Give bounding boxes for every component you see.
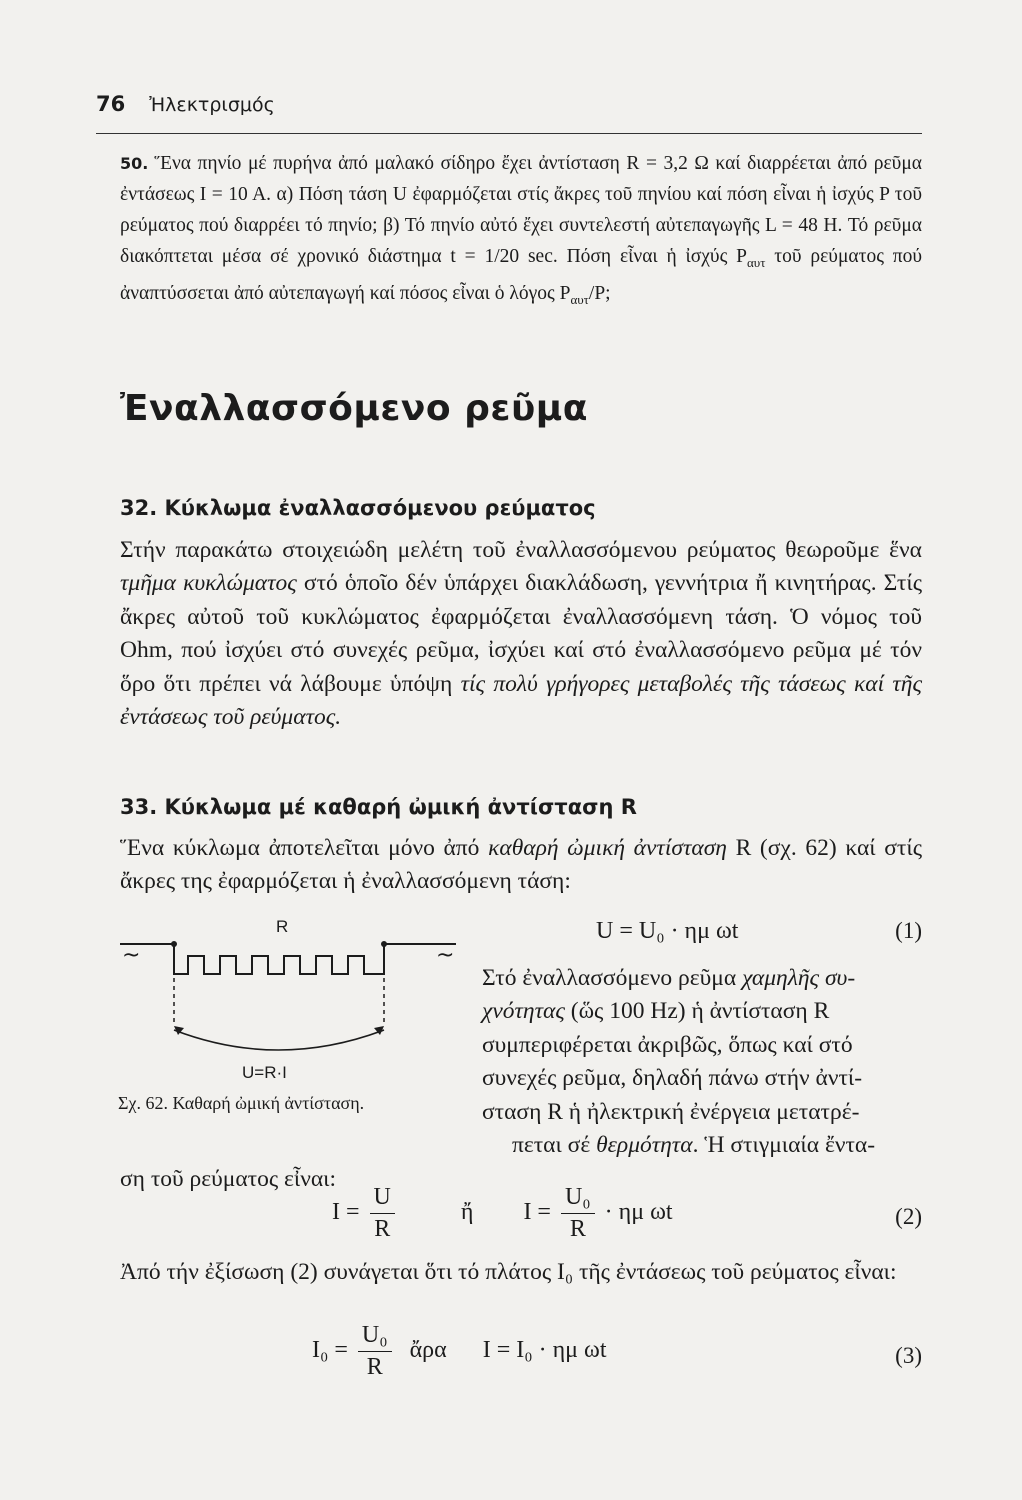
running-title: Ἠλεκτρισμός [149, 94, 275, 116]
eq3-denominator: R [366, 1354, 383, 1380]
para-33-emphasis: καθαρή ὠμική ἀντίσταση [488, 835, 727, 861]
equation-1-number: (1) [895, 918, 922, 943]
problem-text-end-2: /P; [588, 282, 611, 304]
para-33-text-end: R (σχ. 62) καί στίς ἄκρες της ἐφαρμόζεται ἡ ἐναλλασσόμενη τάση: [120, 835, 922, 895]
problem-subscript-2: αυτ [570, 291, 589, 307]
running-head [96, 92, 275, 116]
paragraph-33-intro [120, 832, 922, 899]
problem-text: Ἕνα πηνίο μέ πυρήνα ἀπό μαλακό σίδηρο ἔχει ἀντίσταση R = 3,2 Ω καί διαρρέεται ἀπό ρεῦμα ἐντάσεως I = 10 A. α) Πόση τάση U ἐφαρμόζεται στίς ἄκρες τοῦ πηνίου καί πόση εἶναι ἡ ἰσχύς P τοῦ ρεύματος πού διαρρέει τό πηνίο; β) Τό πηνίο αὐτό ἔχει συντελεστή αὐτεπαγωγῆς L = 48 H. Τό ρεῦμα διακόπτεται μέσα σέ χρονικό διάστημα t = 1/20 sec. Πόση εἶναι ἡ ἰσχύς P [120, 153, 922, 267]
voltage-arc [174, 1030, 384, 1050]
wrap-line-4: συνεχές ρεῦμα, δηλαδή πάνω στήν ἀντί- [482, 1065, 863, 1092]
wrap-line-1 [482, 962, 922, 995]
equation-2 [332, 1184, 673, 1243]
para-32-emphasis-2: τίς πολύ γρήγορες μεταβολές τῆς τάσεως καί τῆς ἐντάσεως τοῦ ρεύματος. [120, 670, 922, 731]
wrap-line-7: ση τοῦ ρεύματος εἶναι: [120, 1166, 337, 1192]
resistor-zigzag [174, 944, 384, 974]
eq2-numerator-2: U₀ [561, 1184, 595, 1214]
terminal-right [381, 941, 387, 947]
section-title: Ἐναλλασσόμενο ρεῦμα [120, 388, 589, 429]
source-right-symbol: ~ [436, 943, 455, 968]
equation-3 [312, 1322, 607, 1381]
resistor-label: R [276, 918, 289, 936]
eq2-tail: · ημ ωt [604, 1199, 673, 1226]
source-left-symbol: ~ [122, 943, 141, 968]
eq2-lhs-2: I = [523, 1199, 551, 1226]
circuit-diagram [118, 918, 458, 1088]
wrap-emphasis-1b: χαμηλῆς συ- [742, 965, 856, 991]
heading-33: 33. Κύκλωμα μέ καθαρή ὠμική ἀντίσταση R [120, 795, 637, 819]
wrap-text-6c: . Ἡ στιγμιαία ἔντα- [692, 1132, 876, 1159]
eq3-rhs: I = I₀ · ημ ωt [482, 1337, 607, 1364]
wrap-emphasis-2a: χνότητας [482, 998, 565, 1025]
problem-number: 50. [120, 154, 149, 173]
wrap-emphasis-6b: θερμότητα [596, 1132, 693, 1159]
equation-1: U = U₀ · ημ ωt [596, 918, 739, 944]
eq2-lhs: I = [332, 1199, 360, 1226]
problem-subscript: αυτ [746, 254, 766, 270]
eq2-numerator-1: U [370, 1184, 395, 1214]
equation-2-number: (2) [895, 1204, 922, 1229]
voltage-label: U=R·I [242, 1063, 287, 1082]
page-number: 76 [96, 92, 126, 116]
para-32-text-1: Στήν παρακάτω στοιχειώδη μελέτη τοῦ ἐναλλασσόμενου ρεύματος θεωροῦμε ἕνα [120, 537, 922, 563]
header-rule [96, 133, 922, 134]
wrap-line-5: σταση R ἡ ἠλεκτρική ἐνέργεια μετατρέ- [482, 1098, 860, 1125]
paragraph-32 [120, 534, 922, 734]
eq3-numerator: U₀ [358, 1322, 392, 1352]
wrap-line-3: συμπεριφέρεται ἀκριβῶς, ὅπως καί στό [482, 1031, 853, 1058]
figure-caption: Σχ. 62. Καθαρή ὠμική ἀντίσταση. [118, 1093, 365, 1113]
wrap-text-1a: Στό ἐναλλασσόμενο ρεῦμα [482, 965, 743, 991]
para-33-text-1: Ἕνα κύκλωμα ἀποτελεῖται μόνο ἀπό [120, 835, 489, 861]
figure-62 [118, 918, 458, 1088]
para-32-text-2: στό ὁποῖο δέν ὑπάρχει διακλάδωση, γεννήτρια ἤ κινητήρας. Στίς ἄκρες αὐτοῦ τοῦ κυκλώματος ἐφαρμόζεται ἐναλλασσόμενη τάση. Ὁ νόμος τοῦ Ohm, πού ἰσχύει στό συνεχές ρεῦμα, ἰσχύει καί στό ἐναλλασσόμενο ρεῦμα μέ τόν ὅρο ὅτι πρέπει νά λάβουμε ὑπόψη [120, 570, 923, 697]
eq3-mid: ἄρα [409, 1337, 447, 1364]
eq2-denominator-2: R [569, 1216, 586, 1242]
problem-text-end: τοῦ ρεύματος πού ἀναπτύσσεται ἀπό αὐτεπαγωγή καί πόσος εἶναι ὁ λόγος P [120, 246, 923, 304]
eq2-denominator-1: R [374, 1216, 391, 1242]
problem-50 [120, 148, 922, 315]
para-32-emphasis-1: τμῆμα κυκλώματος [120, 570, 297, 597]
eq3-fraction [358, 1322, 392, 1381]
terminal-left [171, 941, 177, 947]
eq2-fraction-2 [561, 1184, 595, 1243]
wrap-line-6 [482, 1129, 922, 1162]
wrap-line-2 [482, 995, 922, 1028]
paragraph-33-amplitude: Ἀπό τήν ἐξίσωση (2) συνάγεται ὅτι τό πλάτος I₀ τῆς ἐντάσεως τοῦ ρεύματος εἶναι: [120, 1259, 897, 1285]
wrap-text-6a: πεται σέ [512, 1132, 597, 1159]
heading-32: 32. Κύκλωμα ἐναλλασσόμενου ρεύματος [120, 496, 596, 520]
eq3-lhs: I₀ = [312, 1337, 348, 1364]
equation-3-number: (3) [895, 1343, 922, 1368]
eq2-fraction-1 [370, 1184, 395, 1243]
eq2-or: ἤ [460, 1199, 474, 1226]
wrap-text-2b: (ὥς 100 Hz) ἡ ἀντίσταση R [564, 998, 830, 1025]
paragraph-33-wrap [482, 962, 922, 1162]
